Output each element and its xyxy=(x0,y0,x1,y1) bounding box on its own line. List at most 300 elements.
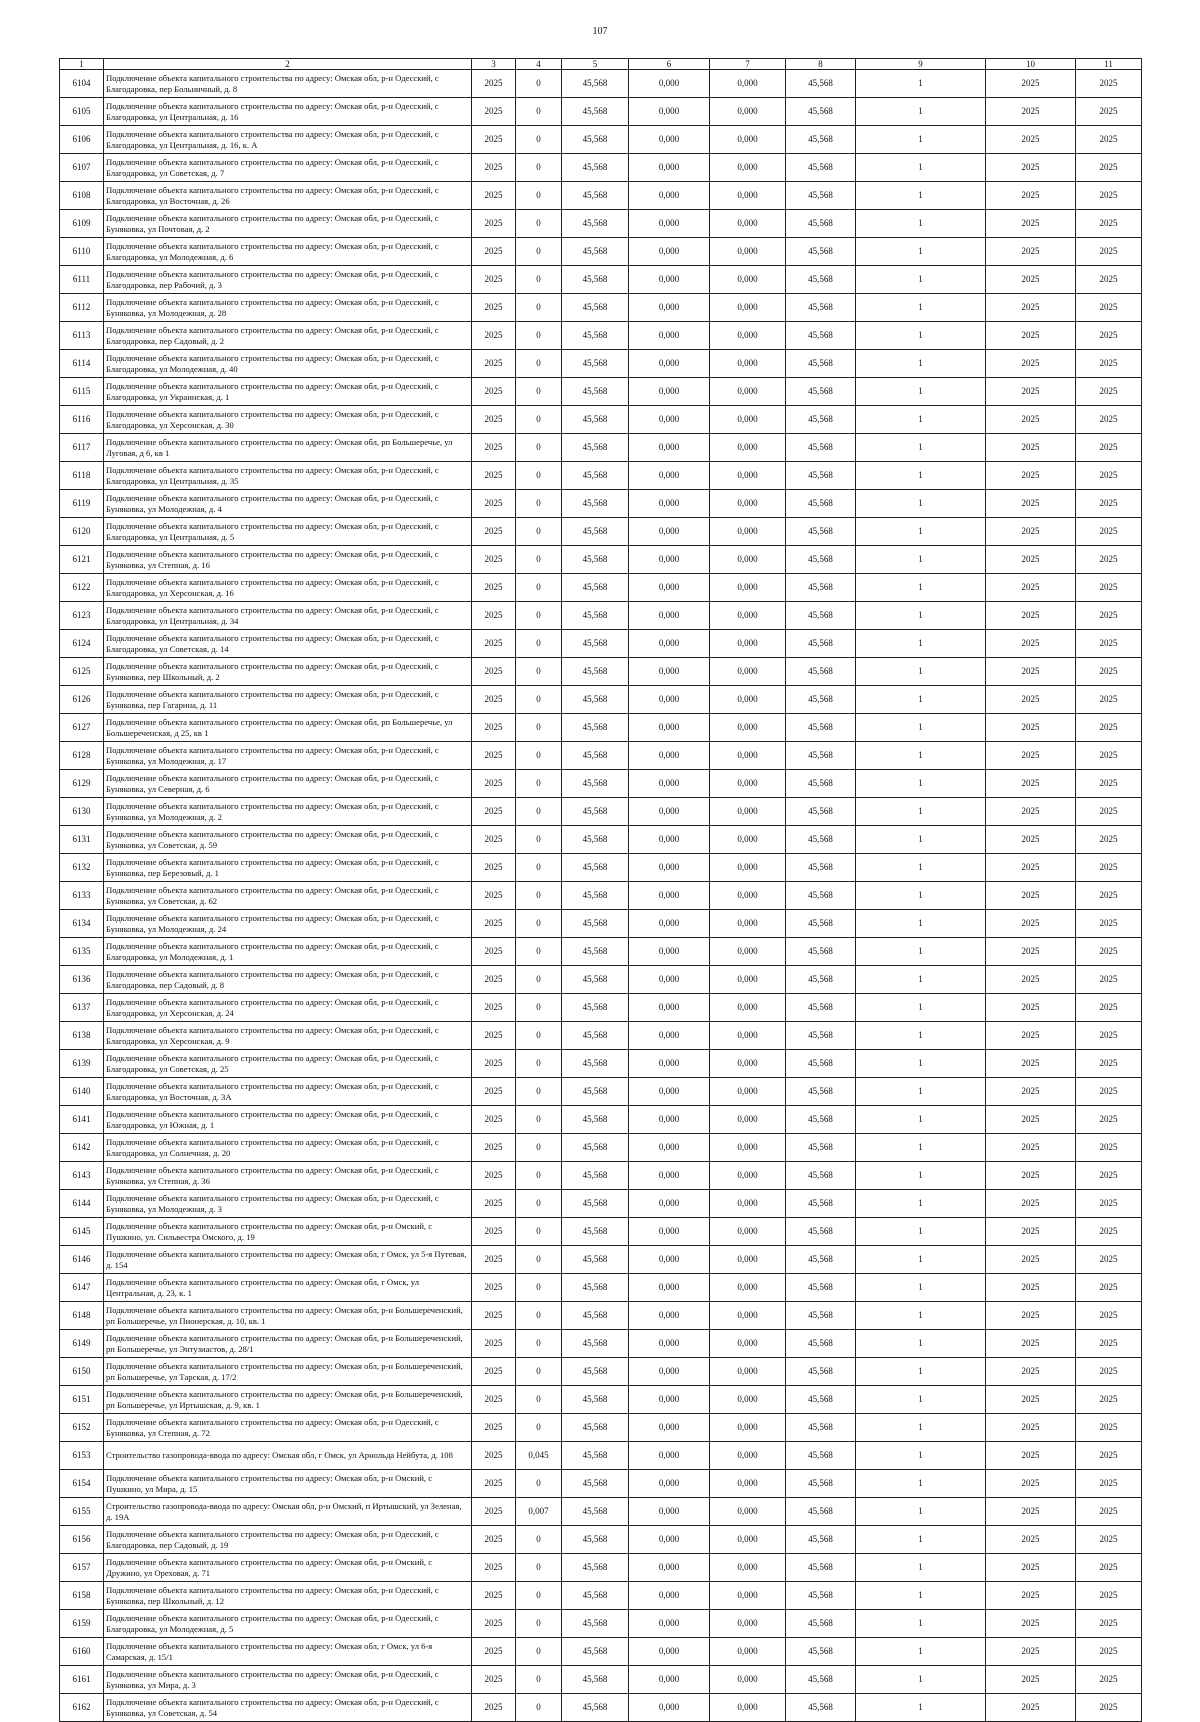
col-8-value: 45,568 xyxy=(786,1302,856,1330)
table-row xyxy=(60,742,1142,770)
object-description: Подключение объекта капитального строительства по адресу: Омская обл, р-н Одесский, с Благодаровка, ул Молодежная, д. 6 xyxy=(104,238,472,266)
col-4-value: 0 xyxy=(516,1246,562,1274)
table-body xyxy=(60,59,1142,1722)
col-11-value: 2025 xyxy=(1076,378,1142,406)
row-number: 6119 xyxy=(60,490,104,518)
col-3-value: 2025 xyxy=(472,518,516,546)
col-3-value: 2025 xyxy=(472,1022,516,1050)
col-9-value: 1 xyxy=(856,938,986,966)
col-6-value: 0,000 xyxy=(629,1078,710,1106)
col-6-value: 0,000 xyxy=(629,490,710,518)
object-description: Подключение объекта капитального строительства по адресу: Омская обл, р-н Одесский, с Благодаровка, ул Южная, д. 1 xyxy=(104,1106,472,1134)
col-11-value: 2025 xyxy=(1076,70,1142,98)
col-4-value: 0 xyxy=(516,154,562,182)
col-6-value: 0,000 xyxy=(629,882,710,910)
col-7-value: 0,000 xyxy=(710,854,786,882)
col-9-value: 1 xyxy=(856,602,986,630)
col-7-value: 0,000 xyxy=(710,714,786,742)
col-8-value: 45,568 xyxy=(786,1050,856,1078)
col-6-value: 0,000 xyxy=(629,1050,710,1078)
object-description: Подключение объекта капитального строительства по адресу: Омская обл, р-н Одесский, с Буняковка, ул Степная, д. 36 xyxy=(104,1162,472,1190)
col-11-value: 2025 xyxy=(1076,210,1142,238)
col-10-value: 2025 xyxy=(986,574,1076,602)
table-row xyxy=(60,770,1142,798)
col-8-value: 45,568 xyxy=(786,1218,856,1246)
col-4-value: 0 xyxy=(516,518,562,546)
col-6-value: 0,000 xyxy=(629,910,710,938)
col-8-value: 45,568 xyxy=(786,686,856,714)
col-10-value: 2025 xyxy=(986,350,1076,378)
row-number: 6160 xyxy=(60,1638,104,1666)
col-10-value: 2025 xyxy=(986,1302,1076,1330)
col-6-value: 0,000 xyxy=(629,742,710,770)
col-6-value: 0,000 xyxy=(629,70,710,98)
col-3-value: 2025 xyxy=(472,238,516,266)
col-7-value: 0,000 xyxy=(710,1694,786,1722)
col-10-value: 2025 xyxy=(986,1162,1076,1190)
row-number: 6161 xyxy=(60,1666,104,1694)
col-3-value: 2025 xyxy=(472,1050,516,1078)
col-10-value: 2025 xyxy=(986,1134,1076,1162)
col-10-value: 2025 xyxy=(986,378,1076,406)
col-7-value: 0,000 xyxy=(710,490,786,518)
col-11-value: 2025 xyxy=(1076,882,1142,910)
column-header: 3 xyxy=(472,59,516,70)
table-row xyxy=(60,574,1142,602)
col-7-value: 0,000 xyxy=(710,434,786,462)
table-row xyxy=(60,1162,1142,1190)
col-5-value: 45,568 xyxy=(562,658,629,686)
col-10-value: 2025 xyxy=(986,966,1076,994)
col-11-value: 2025 xyxy=(1076,1134,1142,1162)
col-8-value: 45,568 xyxy=(786,826,856,854)
col-11-value: 2025 xyxy=(1076,1414,1142,1442)
col-3-value: 2025 xyxy=(472,938,516,966)
col-8-value: 45,568 xyxy=(786,406,856,434)
object-description: Подключение объекта капитального строительства по адресу: Омская обл, р-н Одесский, с Благодаровка, пер Больничный, д. 8 xyxy=(104,70,472,98)
col-6-value: 0,000 xyxy=(629,1386,710,1414)
table-row xyxy=(60,658,1142,686)
object-description: Строительство газопровода-ввода по адресу: Омская обл, г Омск, ул Арнольда Нейбута, д. 108 xyxy=(104,1442,472,1470)
object-description: Подключение объекта капитального строительства по адресу: Омская обл, р-н Одесский, с Благодаровка, ул Советская, д. 7 xyxy=(104,154,472,182)
row-number: 6117 xyxy=(60,434,104,462)
col-6-value: 0,000 xyxy=(629,266,710,294)
col-4-value: 0 xyxy=(516,1274,562,1302)
col-4-value: 0 xyxy=(516,882,562,910)
col-10-value: 2025 xyxy=(986,238,1076,266)
col-3-value: 2025 xyxy=(472,350,516,378)
col-4-value: 0 xyxy=(516,826,562,854)
col-6-value: 0,000 xyxy=(629,1442,710,1470)
object-description: Строительство газопровода-ввода по адресу: Омская обл, р-н Омский, п Иртышский, ул Зеленая, д. 19А xyxy=(104,1498,472,1526)
row-number: 6126 xyxy=(60,686,104,714)
object-description: Подключение объекта капитального строительства по адресу: Омская обл, р-н Одесский, с Благодаровка, ул Центральная, д. 16, к. А xyxy=(104,126,472,154)
col-4-value: 0 xyxy=(516,434,562,462)
col-9-value: 1 xyxy=(856,1106,986,1134)
col-3-value: 2025 xyxy=(472,1554,516,1582)
col-4-value: 0 xyxy=(516,1022,562,1050)
col-4-value: 0 xyxy=(516,1582,562,1610)
table-row xyxy=(60,1694,1142,1722)
col-5-value: 45,568 xyxy=(562,1330,629,1358)
col-8-value: 45,568 xyxy=(786,1582,856,1610)
col-10-value: 2025 xyxy=(986,154,1076,182)
col-9-value: 1 xyxy=(856,966,986,994)
row-number: 6152 xyxy=(60,1414,104,1442)
col-3-value: 2025 xyxy=(472,490,516,518)
col-4-value: 0 xyxy=(516,1638,562,1666)
col-10-value: 2025 xyxy=(986,882,1076,910)
row-number: 6130 xyxy=(60,798,104,826)
row-number: 6115 xyxy=(60,378,104,406)
column-header: 8 xyxy=(786,59,856,70)
col-5-value: 45,568 xyxy=(562,490,629,518)
col-5-value: 45,568 xyxy=(562,1470,629,1498)
table-row xyxy=(60,910,1142,938)
col-6-value: 0,000 xyxy=(629,1666,710,1694)
col-9-value: 1 xyxy=(856,126,986,154)
col-11-value: 2025 xyxy=(1076,266,1142,294)
col-3-value: 2025 xyxy=(472,126,516,154)
col-7-value: 0,000 xyxy=(710,1106,786,1134)
col-7-value: 0,000 xyxy=(710,602,786,630)
col-7-value: 0,000 xyxy=(710,70,786,98)
col-9-value: 1 xyxy=(856,1414,986,1442)
col-9-value: 1 xyxy=(856,434,986,462)
col-7-value: 0,000 xyxy=(710,630,786,658)
column-header: 5 xyxy=(562,59,629,70)
col-9-value: 1 xyxy=(856,518,986,546)
col-6-value: 0,000 xyxy=(629,1134,710,1162)
row-number: 6108 xyxy=(60,182,104,210)
col-7-value: 0,000 xyxy=(710,154,786,182)
object-description: Подключение объекта капитального строительства по адресу: Омская обл, р-н Большереченский, рп Большеречье, ул Тарская, д. 17/2 xyxy=(104,1358,472,1386)
col-6-value: 0,000 xyxy=(629,378,710,406)
col-4-value: 0 xyxy=(516,994,562,1022)
table-row xyxy=(60,1330,1142,1358)
col-3-value: 2025 xyxy=(472,1582,516,1610)
object-description: Подключение объекта капитального строительства по адресу: Омская обл, р-н Омский, с Дружино, ул Ореховая, д. 71 xyxy=(104,1554,472,1582)
col-8-value: 45,568 xyxy=(786,854,856,882)
row-number: 6132 xyxy=(60,854,104,882)
col-3-value: 2025 xyxy=(472,1498,516,1526)
col-10-value: 2025 xyxy=(986,630,1076,658)
row-number: 6137 xyxy=(60,994,104,1022)
table-row xyxy=(60,490,1142,518)
table-row xyxy=(60,1526,1142,1554)
col-5-value: 45,568 xyxy=(562,126,629,154)
col-10-value: 2025 xyxy=(986,462,1076,490)
col-3-value: 2025 xyxy=(472,910,516,938)
col-11-value: 2025 xyxy=(1076,1330,1142,1358)
col-4-value: 0 xyxy=(516,1330,562,1358)
col-9-value: 1 xyxy=(856,1582,986,1610)
col-6-value: 0,000 xyxy=(629,154,710,182)
row-number: 6131 xyxy=(60,826,104,854)
object-description: Подключение объекта капитального строительства по адресу: Омская обл, р-н Одесский, с Благодаровка, пер Рабочий, д. 3 xyxy=(104,266,472,294)
col-5-value: 45,568 xyxy=(562,350,629,378)
col-4-value: 0 xyxy=(516,1414,562,1442)
table-row xyxy=(60,1470,1142,1498)
col-8-value: 45,568 xyxy=(786,1190,856,1218)
col-9-value: 1 xyxy=(856,1442,986,1470)
col-7-value: 0,000 xyxy=(710,1666,786,1694)
column-header: 9 xyxy=(856,59,986,70)
col-8-value: 45,568 xyxy=(786,322,856,350)
col-11-value: 2025 xyxy=(1076,770,1142,798)
col-11-value: 2025 xyxy=(1076,1050,1142,1078)
col-10-value: 2025 xyxy=(986,602,1076,630)
col-5-value: 45,568 xyxy=(562,1246,629,1274)
col-10-value: 2025 xyxy=(986,1274,1076,1302)
col-9-value: 1 xyxy=(856,350,986,378)
col-11-value: 2025 xyxy=(1076,686,1142,714)
col-5-value: 45,568 xyxy=(562,1106,629,1134)
object-description: Подключение объекта капитального строительства по адресу: Омская обл, р-н Одесский, с Благодаровка, ул Центральная, д. 16 xyxy=(104,98,472,126)
col-3-value: 2025 xyxy=(472,1218,516,1246)
col-4-value: 0 xyxy=(516,266,562,294)
col-11-value: 2025 xyxy=(1076,1190,1142,1218)
col-5-value: 45,568 xyxy=(562,1498,629,1526)
col-3-value: 2025 xyxy=(472,1274,516,1302)
col-9-value: 1 xyxy=(856,910,986,938)
col-10-value: 2025 xyxy=(986,294,1076,322)
col-4-value: 0 xyxy=(516,742,562,770)
col-3-value: 2025 xyxy=(472,1302,516,1330)
col-3-value: 2025 xyxy=(472,994,516,1022)
col-8-value: 45,568 xyxy=(786,742,856,770)
col-5-value: 45,568 xyxy=(562,602,629,630)
table-row xyxy=(60,602,1142,630)
row-number: 6151 xyxy=(60,1386,104,1414)
row-number: 6136 xyxy=(60,966,104,994)
col-10-value: 2025 xyxy=(986,126,1076,154)
col-3-value: 2025 xyxy=(472,882,516,910)
col-7-value: 0,000 xyxy=(710,1246,786,1274)
row-number: 6159 xyxy=(60,1610,104,1638)
table-row xyxy=(60,1582,1142,1610)
row-number: 6155 xyxy=(60,1498,104,1526)
table-row xyxy=(60,1106,1142,1134)
col-4-value: 0 xyxy=(516,1078,562,1106)
col-6-value: 0,000 xyxy=(629,1498,710,1526)
col-9-value: 1 xyxy=(856,1526,986,1554)
row-number: 6135 xyxy=(60,938,104,966)
table-row xyxy=(60,98,1142,126)
col-11-value: 2025 xyxy=(1076,490,1142,518)
col-10-value: 2025 xyxy=(986,1078,1076,1106)
object-description: Подключение объекта капитального строительства по адресу: Омская обл, р-н Одесский, с Буняковка, ул Степная, д. 16 xyxy=(104,546,472,574)
col-6-value: 0,000 xyxy=(629,994,710,1022)
col-4-value: 0 xyxy=(516,546,562,574)
col-8-value: 45,568 xyxy=(786,1694,856,1722)
col-9-value: 1 xyxy=(856,1190,986,1218)
col-3-value: 2025 xyxy=(472,1134,516,1162)
col-10-value: 2025 xyxy=(986,658,1076,686)
col-11-value: 2025 xyxy=(1076,1582,1142,1610)
col-8-value: 45,568 xyxy=(786,1162,856,1190)
col-7-value: 0,000 xyxy=(710,1302,786,1330)
col-11-value: 2025 xyxy=(1076,1526,1142,1554)
col-7-value: 0,000 xyxy=(710,1274,786,1302)
col-9-value: 1 xyxy=(856,826,986,854)
col-6-value: 0,000 xyxy=(629,434,710,462)
col-9-value: 1 xyxy=(856,882,986,910)
page-number: 107 xyxy=(592,26,608,37)
row-number: 6150 xyxy=(60,1358,104,1386)
col-9-value: 1 xyxy=(856,1078,986,1106)
col-8-value: 45,568 xyxy=(786,98,856,126)
col-4-value: 0 xyxy=(516,1218,562,1246)
col-7-value: 0,000 xyxy=(710,518,786,546)
col-11-value: 2025 xyxy=(1076,1022,1142,1050)
col-6-value: 0,000 xyxy=(629,1638,710,1666)
col-9-value: 1 xyxy=(856,658,986,686)
col-6-value: 0,000 xyxy=(629,854,710,882)
col-4-value: 0 xyxy=(516,798,562,826)
col-6-value: 0,000 xyxy=(629,238,710,266)
col-6-value: 0,000 xyxy=(629,1694,710,1722)
col-7-value: 0,000 xyxy=(710,126,786,154)
row-number: 6114 xyxy=(60,350,104,378)
col-3-value: 2025 xyxy=(472,1078,516,1106)
col-7-value: 0,000 xyxy=(710,742,786,770)
col-10-value: 2025 xyxy=(986,994,1076,1022)
col-10-value: 2025 xyxy=(986,490,1076,518)
row-number: 6148 xyxy=(60,1302,104,1330)
object-description: Подключение объекта капитального строительства по адресу: Омская обл, р-н Одесский, с Благодаровка, ул Молодежная, д. 1 xyxy=(104,938,472,966)
object-description: Подключение объекта капитального строительства по адресу: Омская обл, рп Большеречье, ул Луговая, д 6, кв 1 xyxy=(104,434,472,462)
col-8-value: 45,568 xyxy=(786,518,856,546)
col-3-value: 2025 xyxy=(472,1666,516,1694)
col-8-value: 45,568 xyxy=(786,378,856,406)
col-9-value: 1 xyxy=(856,462,986,490)
col-8-value: 45,568 xyxy=(786,1358,856,1386)
col-5-value: 45,568 xyxy=(562,798,629,826)
col-7-value: 0,000 xyxy=(710,1582,786,1610)
col-10-value: 2025 xyxy=(986,1526,1076,1554)
col-6-value: 0,000 xyxy=(629,1526,710,1554)
col-5-value: 45,568 xyxy=(562,98,629,126)
col-7-value: 0,000 xyxy=(710,1526,786,1554)
col-5-value: 45,568 xyxy=(562,714,629,742)
table-row xyxy=(60,686,1142,714)
col-8-value: 45,568 xyxy=(786,1470,856,1498)
col-4-value: 0,045 xyxy=(516,1442,562,1470)
row-number: 6134 xyxy=(60,910,104,938)
col-6-value: 0,000 xyxy=(629,1218,710,1246)
col-7-value: 0,000 xyxy=(710,98,786,126)
row-number: 6128 xyxy=(60,742,104,770)
col-5-value: 45,568 xyxy=(562,182,629,210)
col-11-value: 2025 xyxy=(1076,1694,1142,1722)
col-3-value: 2025 xyxy=(472,1638,516,1666)
object-description: Подключение объекта капитального строительства по адресу: Омская обл, р-н Одесский, с Буняковка, ул Советская, д. 54 xyxy=(104,1694,472,1722)
col-9-value: 1 xyxy=(856,1470,986,1498)
col-8-value: 45,568 xyxy=(786,1330,856,1358)
col-8-value: 45,568 xyxy=(786,182,856,210)
col-9-value: 1 xyxy=(856,294,986,322)
col-10-value: 2025 xyxy=(986,1022,1076,1050)
col-9-value: 1 xyxy=(856,1666,986,1694)
col-9-value: 1 xyxy=(856,70,986,98)
col-3-value: 2025 xyxy=(472,1190,516,1218)
col-6-value: 0,000 xyxy=(629,126,710,154)
object-description: Подключение объекта капитального строительства по адресу: Омская обл, р-н Одесский, с Благодаровка, ул Херсонская, д. 30 xyxy=(104,406,472,434)
col-10-value: 2025 xyxy=(986,1330,1076,1358)
object-description: Подключение объекта капитального строительства по адресу: Омская обл, рп Большеречье, ул Большереченская, д 25, кв 1 xyxy=(104,714,472,742)
col-11-value: 2025 xyxy=(1076,1218,1142,1246)
row-number: 6138 xyxy=(60,1022,104,1050)
col-10-value: 2025 xyxy=(986,1498,1076,1526)
col-11-value: 2025 xyxy=(1076,1610,1142,1638)
col-8-value: 45,568 xyxy=(786,266,856,294)
col-10-value: 2025 xyxy=(986,910,1076,938)
col-8-value: 45,568 xyxy=(786,994,856,1022)
col-5-value: 45,568 xyxy=(562,1386,629,1414)
col-10-value: 2025 xyxy=(986,1638,1076,1666)
col-3-value: 2025 xyxy=(472,854,516,882)
table-row xyxy=(60,1050,1142,1078)
col-3-value: 2025 xyxy=(472,686,516,714)
col-4-value: 0 xyxy=(516,1470,562,1498)
col-3-value: 2025 xyxy=(472,1106,516,1134)
row-number: 6106 xyxy=(60,126,104,154)
col-10-value: 2025 xyxy=(986,1358,1076,1386)
col-9-value: 1 xyxy=(856,686,986,714)
row-number: 6113 xyxy=(60,322,104,350)
col-4-value: 0 xyxy=(516,322,562,350)
row-number: 6109 xyxy=(60,210,104,238)
col-11-value: 2025 xyxy=(1076,1106,1142,1134)
col-6-value: 0,000 xyxy=(629,1414,710,1442)
col-5-value: 45,568 xyxy=(562,630,629,658)
col-6-value: 0,000 xyxy=(629,406,710,434)
col-7-value: 0,000 xyxy=(710,210,786,238)
col-9-value: 1 xyxy=(856,1610,986,1638)
col-9-value: 1 xyxy=(856,238,986,266)
col-9-value: 1 xyxy=(856,406,986,434)
col-6-value: 0,000 xyxy=(629,210,710,238)
col-6-value: 0,000 xyxy=(629,658,710,686)
col-8-value: 45,568 xyxy=(786,714,856,742)
table-row xyxy=(60,266,1142,294)
col-10-value: 2025 xyxy=(986,1666,1076,1694)
col-7-value: 0,000 xyxy=(710,1330,786,1358)
col-7-value: 0,000 xyxy=(710,658,786,686)
col-11-value: 2025 xyxy=(1076,238,1142,266)
col-4-value: 0 xyxy=(516,574,562,602)
col-4-value: 0 xyxy=(516,630,562,658)
col-11-value: 2025 xyxy=(1076,1470,1142,1498)
col-9-value: 1 xyxy=(856,1050,986,1078)
col-5-value: 45,568 xyxy=(562,154,629,182)
row-number: 6105 xyxy=(60,98,104,126)
col-8-value: 45,568 xyxy=(786,1106,856,1134)
object-description: Подключение объекта капитального строительства по адресу: Омская обл, р-н Большереченский, рп Большеречье, ул Пионерская, д. 10, кв. 1 xyxy=(104,1302,472,1330)
col-3-value: 2025 xyxy=(472,1526,516,1554)
col-4-value: 0 xyxy=(516,210,562,238)
col-4-value: 0 xyxy=(516,462,562,490)
col-7-value: 0,000 xyxy=(710,238,786,266)
object-description: Подключение объекта капитального строительства по адресу: Омская обл, р-н Одесский, с Благодаровка, пер Садовый, д. 8 xyxy=(104,966,472,994)
table-row xyxy=(60,238,1142,266)
col-11-value: 2025 xyxy=(1076,1498,1142,1526)
col-7-value: 0,000 xyxy=(710,266,786,294)
col-7-value: 0,000 xyxy=(710,1050,786,1078)
col-6-value: 0,000 xyxy=(629,1582,710,1610)
row-number: 6121 xyxy=(60,546,104,574)
